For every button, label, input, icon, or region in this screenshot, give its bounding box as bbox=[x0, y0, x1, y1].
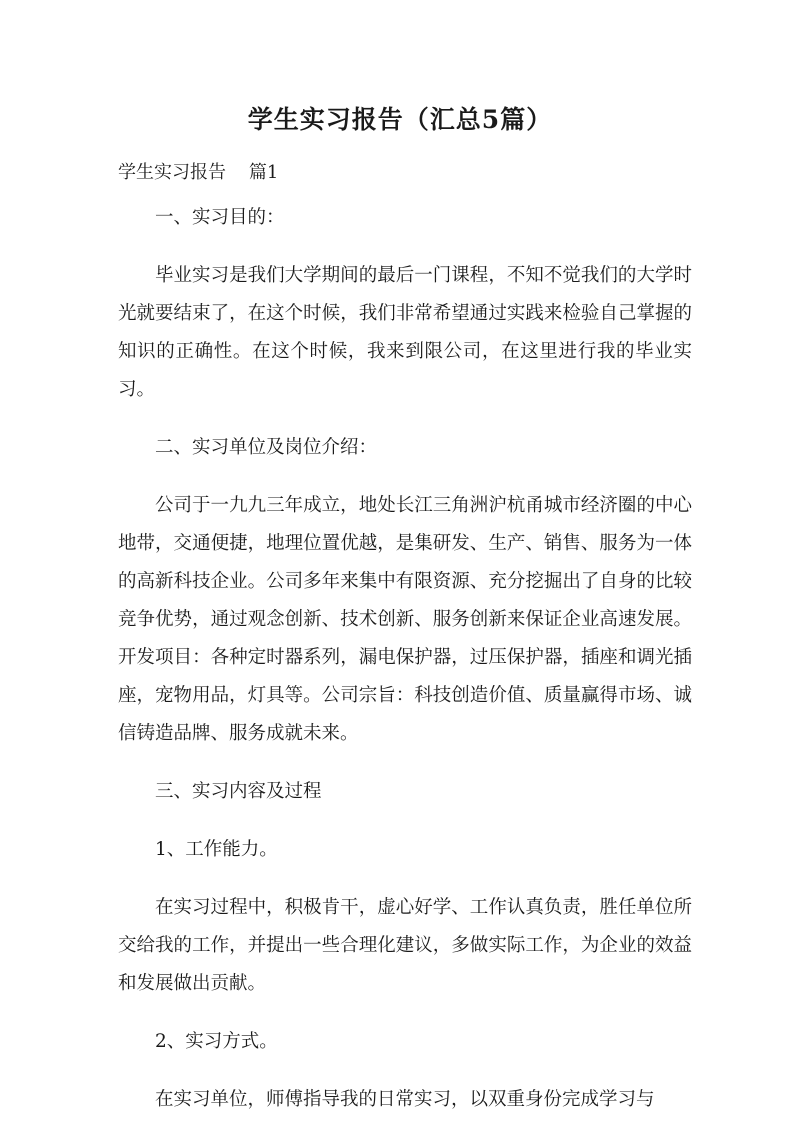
subheading-internship-method: 2、实习方式。 bbox=[155, 1031, 278, 1052]
document-subtitle: 学生实习报告 篇1 bbox=[118, 162, 279, 183]
document-title: 学生实习报告（汇总5篇） bbox=[247, 105, 553, 134]
subheading-work-ability: 1、工作能力。 bbox=[155, 839, 278, 860]
section-heading-purpose: 一、实习目的： bbox=[155, 207, 285, 228]
section-heading-company: 二、实习单位及岗位介绍： bbox=[155, 437, 378, 458]
paragraph-internship-method: 在实习单位，师傅指导我的日常实习，以双重身份完成学习与 bbox=[155, 1089, 655, 1110]
section-heading-process: 三、实习内容及过程 bbox=[155, 781, 322, 802]
paragraph-company: 公司于一九九三年成立，地处长江三角洲沪杭甬城市经济圈的中心地带，交通便捷，地理位置优越，是集研发、生产、销售、服务为一体的高新科技企业。公司多年来集中有限资源、充分挖掘出了自身的比较竞争优势，通过观念创新、技术创新、服务创新来保证企业高速发展。开发项目：各种定时器系列，漏电保护器，过压保护器，插座和调光插座，宠物用品，灯具等。公司宗旨：科技创造价值、质量赢得市场、诚信铸造品牌、服务成就未来。 bbox=[118, 495, 692, 744]
paragraph-purpose: 毕业实习是我们大学期间的最后一门课程，不知不觉我们的大学时光就要结束了，在这个时候，我们非常希望通过实践来检验自己掌握的知识的正确性。在这个时候，我来到限公司，在这里进行我的毕业实习。 bbox=[118, 265, 692, 400]
paragraph-work-ability: 在实习过程中，积极肯干，虚心好学、工作认真负责，胜任单位所交给我的工作，并提出一些合理化建议，多做实际工作，为企业的效益和发展做出贡献。 bbox=[118, 897, 692, 994]
document-body bbox=[118, 199, 692, 1139]
